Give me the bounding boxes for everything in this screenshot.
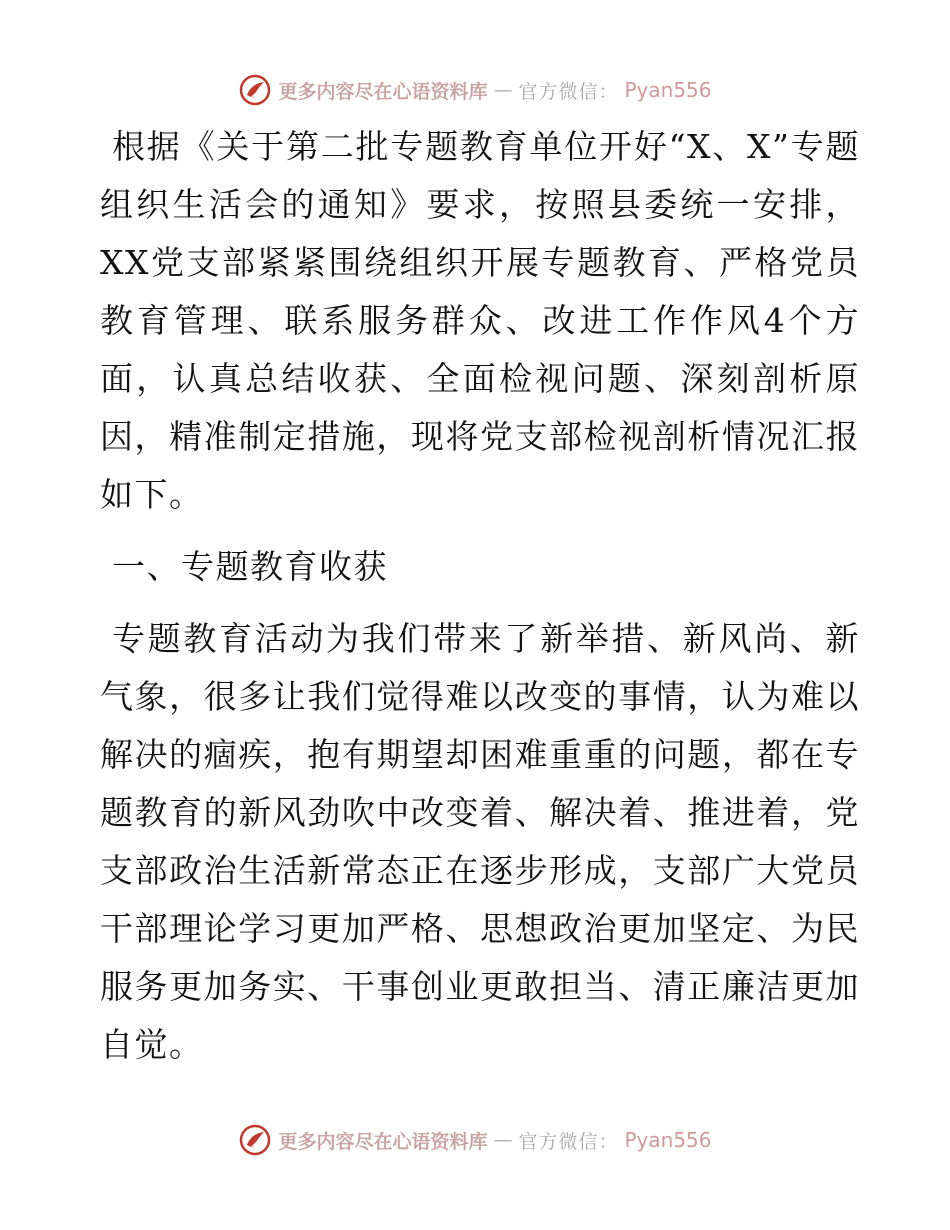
section-paragraph: 专题教育活动为我们带来了新举措、新风尚、新气象，很多让我们觉得难以改变的事情，认为难以解决的痼疾，抱有期望却困难重重的问题，都在专题教育的新风劲吹中改变着、解决着、推进着，党支部政治生活新常态正在逐步形成，支部广大党员干部理论学习更加严格、思想政治更加坚定、为民服务更加务实、干事创业更敢担当、清正廉洁更加自觉。 [100, 619, 860, 1064]
header-watermark [0, 70, 950, 110]
document-body [100, 118, 860, 1074]
brand-logo-icon [238, 73, 272, 107]
watermark-separator: — [493, 79, 513, 101]
watermark-separator: — [493, 1129, 513, 1151]
footer-watermark [0, 1120, 950, 1160]
watermark-brand-text: 更多内容尽在心语资料库 [278, 80, 488, 103]
brand-logo-icon [238, 1123, 272, 1157]
watermark-brand-text: 更多内容尽在心语资料库 [278, 1130, 488, 1153]
watermark-wechat-id: Pyan556 [624, 78, 712, 102]
watermark-official-label: 官方微信： [518, 80, 619, 103]
watermark-official-label: 官方微信： [518, 1130, 619, 1153]
section-heading: 一、专题教育收获 [112, 547, 388, 586]
intro-paragraph: 根据《关于第二批专题教育单位开好“X、X”专题组织生活会的通知》要求，按照县委统一安排，XX党支部紧紧围绕组织开展专题教育、严格党员教育管理、联系服务群众、改进工作作风4个方面，认真总结收获、全面检视问题、深刻剖析原因，精准制定措施，现将党支部检视剖析情况汇报如下。 [100, 127, 860, 514]
watermark-wechat-id: Pyan556 [624, 1128, 712, 1152]
